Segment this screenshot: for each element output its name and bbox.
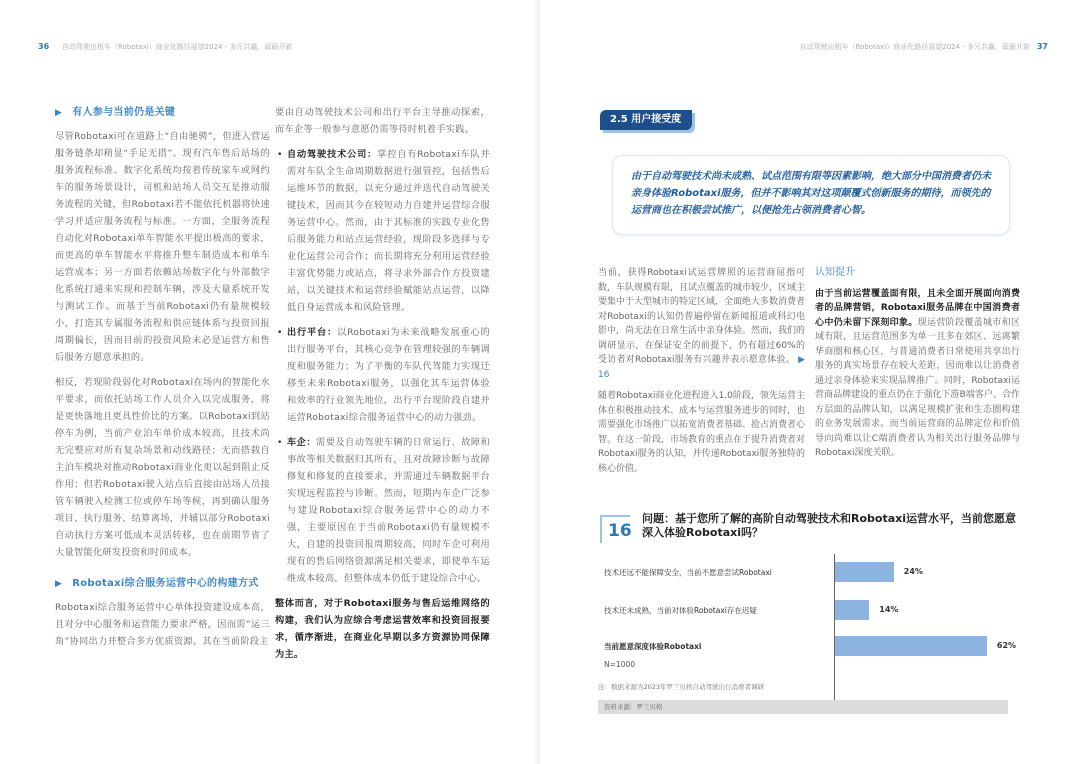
summary-paragraph: 整体而言，对于Robotaxi服务与售后运维网络的构建，我们认为应综合考虑运营效率和投资回报要求，循序渐进，在商业化早期以多方资源协同保障为主。 [275,598,490,660]
section-tag: 2.5 用户接受度 [600,110,692,130]
bullet-title: 自动驾驶技术公司： [287,149,378,160]
running-header-right: 自动驾驶出租车（Robotaxi）商业化路径展望2024 - 多元共赢，砥砺开新 [799,43,1030,51]
bar-value-label: 24% [903,567,923,576]
triangle-icon: ▶ [55,579,63,589]
paragraph-text: 当前，获得Robotaxi试运营牌照的运营商屈指可数，车队规模有限，且试点覆盖的城市较少，区域主要集中于大型城市的特定区域，全面绝大多数消费者对Robotaxi的认知仍普遍停留在新闻报道或科幻电影中，尚无法在日常生活中亲身体验。然而，我们的调研显示，在保证安全的前提下，仍有超过60%的受访者对Robotaxi服务有兴趣并表示愿意体验。 [598,268,806,365]
subheading [55,575,270,593]
triangle-icon: ▶ [55,108,63,118]
bar-category-label: 技术还未成熟，当前对体验Robotaxi存在迟疑 [604,606,757,615]
bar-value-label: 62% [996,641,1017,650]
bullet-item [275,434,490,587]
bar-value-label: 14% [879,605,899,614]
paragraph: 相反，若现阶段弱化对Robotaxi在场内的智能化水平要求，而依托站场工作人员介入以完成服务，将是更快落地且更具性价比的方案。以Robotaxi到站停车为例，当前产业泊车单价成本较高，且技术尚无完整应对所有复杂场景和动线路径；无而搭载自主泊车模块对推动Robotaxi商业化更以起到阻止反作用；但若Robotaxi驶入站点后直接由站场人员接管车辆驶入检测工位或停车场等候，再到确认服务项目、执行服务、结算离场，并辅以部分Robotaxi自动执行方案可低成本灵活转移，也在前期节省了大量智能化研发投资和时间成本。 [55,377,270,558]
bullet-title: 出行平台： [287,327,338,338]
bullet-text: 掌控自有Robotaxi车队并需对车队全生命周期数据进行强管控，包括售后运维环节的数据，以充分通过并迭代自动驾驶关键技术，因而其今在较短动力自建并运营综合服务运营中心。然而，由于其标准的实践专业化售后服务能力和站点运营经验，现阶段多选择与专业化运营公司合作；而长期将充分利用运营经验丰富优势能力或站点，将寻求外部合作方投资建站，以关键技术和运营经验赋能站点运营，以降低自身运营成本和风险管理。 [287,149,490,313]
subheading: 认知提升 [815,267,855,278]
key-insight-callout: 由于自动驾驶技术尚未成熟、试点范围有限等因素影响，绝大部分中国消费者仍未亲身体验Robotaxi服务，但并不影响其对这项颠覆式创新服务的期待，而领先的运营商也在积极尝试推广，以便抢先占领消费者心智。 [612,155,1010,235]
lead-text: 由于当前运营覆盖面有限，且未全面开展面向消费者的品牌营销，Robotaxi服务品牌在中国消费者心中仍未留下深刻印象。 [815,288,1020,328]
subheading-text: Robotaxi综合服务运营中心的构建方式 [72,578,259,589]
bar [835,636,987,656]
paragraph [815,287,1020,461]
bullet-title: 车企： [287,437,317,448]
paragraph: Robotaxi综合服务运营中心单体投资建设成本高，且对分中心服务和运营能力要求严格，因而需“运三角”协同出力并整合多方优质资源。其在当前阶段主 [55,602,270,647]
right-column-1 [598,266,805,483]
bar [835,600,869,620]
subheading [55,104,270,122]
figure-source: 资料来源：罗兰贝格 [598,700,1008,714]
bullet-item [275,324,490,426]
left-column-1 [55,104,270,658]
bullet-icon: • [277,437,283,448]
bullet-text: 需要及自动驾驶车辆的日常运行、故障和事故等相关数据归其所有，且对故障诊断与故障修复和修复的直接要求，并需通过车辆数据平台实现远程监控与诊断。然而，短期内车企广泛参与建设Robotaxi综合服务运营中心的动力不强，主要原因在于当前Robotaxi仍有量规模不大，自建的投资回报周期较高，同时车企可利用现有的售后网络资源满足相关要求，即使单车运维成本较高，但整体成本仍低于建设综合中心。 [287,437,490,584]
sample-size: N=1000 [604,660,635,669]
running-header-left: 自动驾驶出租车（Robotaxi）商业化路径展望2024 - 多元共赢，砥砺开新 [62,43,293,51]
page-number-right: 37 [1036,42,1048,51]
left-column-2 [275,104,490,671]
paragraph: 随着Robotaxi商业化进程进入1.0阶段，领先运营主体在积极推动技术、成本与运营服务进步的同时，也需要强化市场推广以拓宽消费者基础、抢占消费者心智。在这一阶段，市场教育的重点在于提升消费者对Robotaxi服务的认知，并传递Robotaxi服务独特的核心价值。 [598,391,806,474]
figure-footnote: 注：数据来源为2023年罗兰贝格自动驾驶出行消费者调研 [598,683,765,691]
paragraph: 要由自动驾驶技术公司和出行平台主导推动探索，而车企等一般参与意愿仍需等待时机着手实践。 [275,107,490,135]
figure-number: 16 [600,515,630,543]
paragraph: 尽管Robotaxi可在道路上“自由驰骋”，但进入营运服务链条却稍显“手足无措”。现有汽车售后站场的服务流程标准、数字化系统均按着传统家车或网约车的服务场景设计，司机和站场人员交互是推动服务流程的关键，但Robotaxi若不能依托机器将快速学习并适应服务流程与标准。一方面，全服务流程自动化对Robotaxi单车智能水平提出极高的要求，而更高的单车智能水平将推升整车制造成本和单车运营成本；另一方面若依赖站场数字化与外部数字化系统打通来实现和控制车辆，涉及大量系统开发与测试工作。而基于当前Robotaxi仍有量规模较小，打造其专属服务流程和供应链体系与投资回报周期偏长，因而目前的投资风险未必是运营方和售后服务方愿意承担的。 [55,131,270,363]
bullet-icon: • [277,149,283,160]
paragraph-text: 现运营阶段覆盖城市和区域有限，且运营范围多为单一且多在郊区、远离繁华商圈和核心区，与普通消费者日常使用共享出行服务的真实场景存在较大差距，因而难以让消费者通过亲身体验来实现品牌推广。同时，Robotaxi运营商品牌建设的重点仍在于强化下游B端客户、合作方层面的品牌认知，以满足规模扩张和生态圈构建的业务发展需求。而当前运营商的品牌定位和价值导向尚难以让C端消费者认为相关出行服务品牌与Robotaxi深度关联。 [815,317,1020,458]
bullet-icon: • [277,327,283,338]
bar [835,562,894,582]
bar-category-label: 技术还远不能保障安全，当前不愿意尝试Robotaxi [604,568,772,577]
bar-category-label: 当前愿意深度体验Robotaxi [604,642,702,651]
bullet-text: 以Robotaxi为未来战略发展重心的出行服务平台，其核心竞争在管理较强的车辆调度和服务能力；为了平衡的车队代驾能力实现迁移至未来Robotaxi服务，以强化其车运营体验和效率的行业领先地位，出行平台现阶段自建并运营Robotaxi综合服务运营中心的动力强劲。 [287,327,491,423]
right-column-2 [815,266,1020,468]
paragraph [598,266,805,382]
figure-link[interactable]: ▶ 16 [598,355,805,380]
figure-16 [598,510,1026,720]
bullet-item [275,146,490,316]
figure-title: 问题：基于您所了解的高阶自动驾驶技术和Robotaxi运营水平，当前您愿意深入体验Robotaxi吗？ [642,512,1017,539]
page-number-left: 36 [38,42,50,51]
subheading-text: 有人参与当前仍是关键 [72,107,176,118]
